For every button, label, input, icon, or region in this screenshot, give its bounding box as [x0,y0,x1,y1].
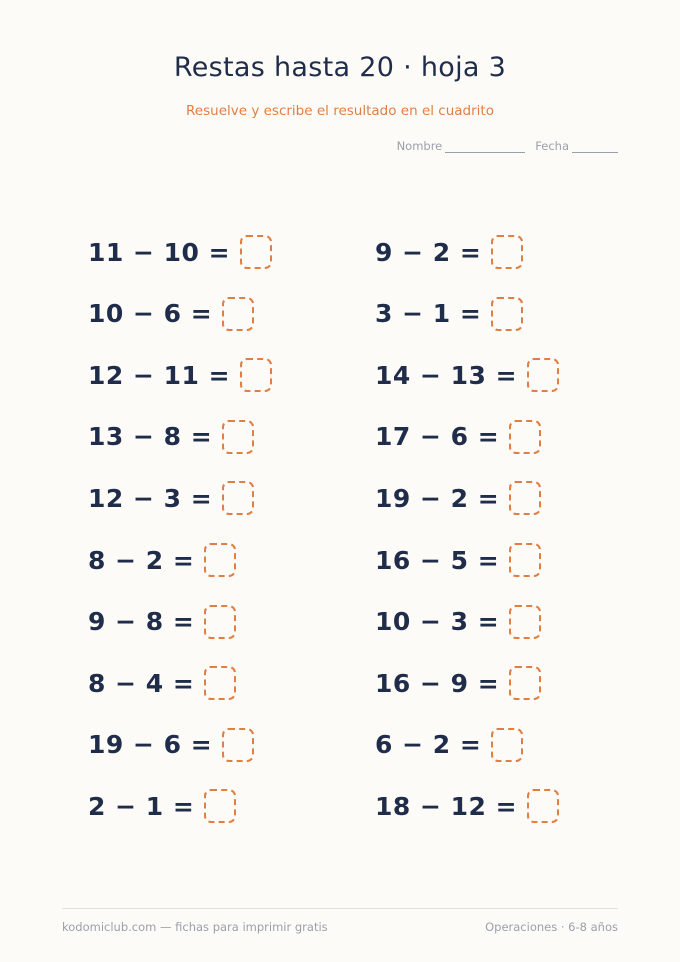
exercise-grid [88,232,608,852]
exercise-left-7 [88,602,236,642]
exercise-expression: 12 − 11 = [88,360,231,390]
answer-box[interactable] [509,543,541,577]
answer-box[interactable] [240,358,272,392]
exercise-left-8 [88,663,236,703]
exercise-left-1 [88,232,272,272]
exercise-expression: 10 − 3 = [375,607,500,637]
exercise-left-9 [88,725,254,765]
exercise-left-6 [88,540,236,580]
exercise-expression: 8 − 4 = [88,668,195,698]
answer-box[interactable] [509,666,541,700]
exercise-left-10 [88,786,236,826]
footer-category: Operaciones · 6-8 años [485,920,618,934]
answer-box[interactable] [222,420,254,454]
answer-box[interactable] [222,728,254,762]
answer-box[interactable] [222,297,254,331]
exercise-left-5 [88,478,254,518]
exercise-expression: 19 − 2 = [375,483,500,513]
student-info [397,139,618,153]
exercise-right-3 [375,355,559,395]
exercise-expression: 9 − 2 = [375,237,482,267]
exercise-expression: 14 − 13 = [375,360,518,390]
exercise-left-4 [88,417,254,457]
answer-box[interactable] [240,235,272,269]
answer-box[interactable] [491,235,523,269]
answer-box[interactable] [204,605,236,639]
exercise-expression: 18 − 12 = [375,791,518,821]
exercise-expression: 12 − 3 = [88,483,213,513]
exercise-expression: 19 − 6 = [88,730,213,760]
exercise-right-1 [375,232,523,272]
exercise-right-9 [375,725,523,765]
date-line[interactable] [572,141,618,153]
exercise-expression: 8 − 2 = [88,545,195,575]
answer-box[interactable] [204,543,236,577]
exercise-right-2 [375,294,523,334]
exercise-right-6 [375,540,541,580]
exercise-left-3 [88,355,272,395]
answer-box[interactable] [527,789,559,823]
answer-box[interactable] [204,789,236,823]
exercise-expression: 6 − 2 = [375,730,482,760]
page-subtitle: Resuelve y escribe el resultado en el cuadrito [186,103,494,119]
exercise-expression: 9 − 8 = [88,607,195,637]
name-label: Nombre [396,139,443,153]
answer-box[interactable] [509,420,541,454]
exercise-right-7 [375,602,541,642]
footer-divider [62,908,618,909]
exercise-right-8 [375,663,541,703]
exercise-expression: 17 − 6 = [375,422,500,452]
footer-site: kodomiclub.com — fichas para imprimir gratis [62,920,328,934]
date-label: Fecha [535,139,569,153]
exercise-right-4 [375,417,541,457]
exercise-expression: 16 − 9 = [375,668,500,698]
answer-box[interactable] [204,666,236,700]
exercise-expression: 16 − 5 = [375,545,500,575]
answer-box[interactable] [491,728,523,762]
page-title: Restas hasta 20 · hoja 3 [173,52,507,83]
exercise-expression: 3 − 1 = [375,299,482,329]
name-line[interactable] [445,141,525,153]
exercise-right-5 [375,478,541,518]
answer-box[interactable] [222,481,254,515]
exercise-left-2 [88,294,254,334]
answer-box[interactable] [491,297,523,331]
exercise-expression: 11 − 10 = [88,237,231,267]
answer-box[interactable] [509,605,541,639]
answer-box[interactable] [527,358,559,392]
exercise-right-10 [375,786,559,826]
exercise-expression: 2 − 1 = [88,791,195,821]
exercise-expression: 13 − 8 = [88,422,213,452]
exercise-expression: 10 − 6 = [88,299,213,329]
answer-box[interactable] [509,481,541,515]
